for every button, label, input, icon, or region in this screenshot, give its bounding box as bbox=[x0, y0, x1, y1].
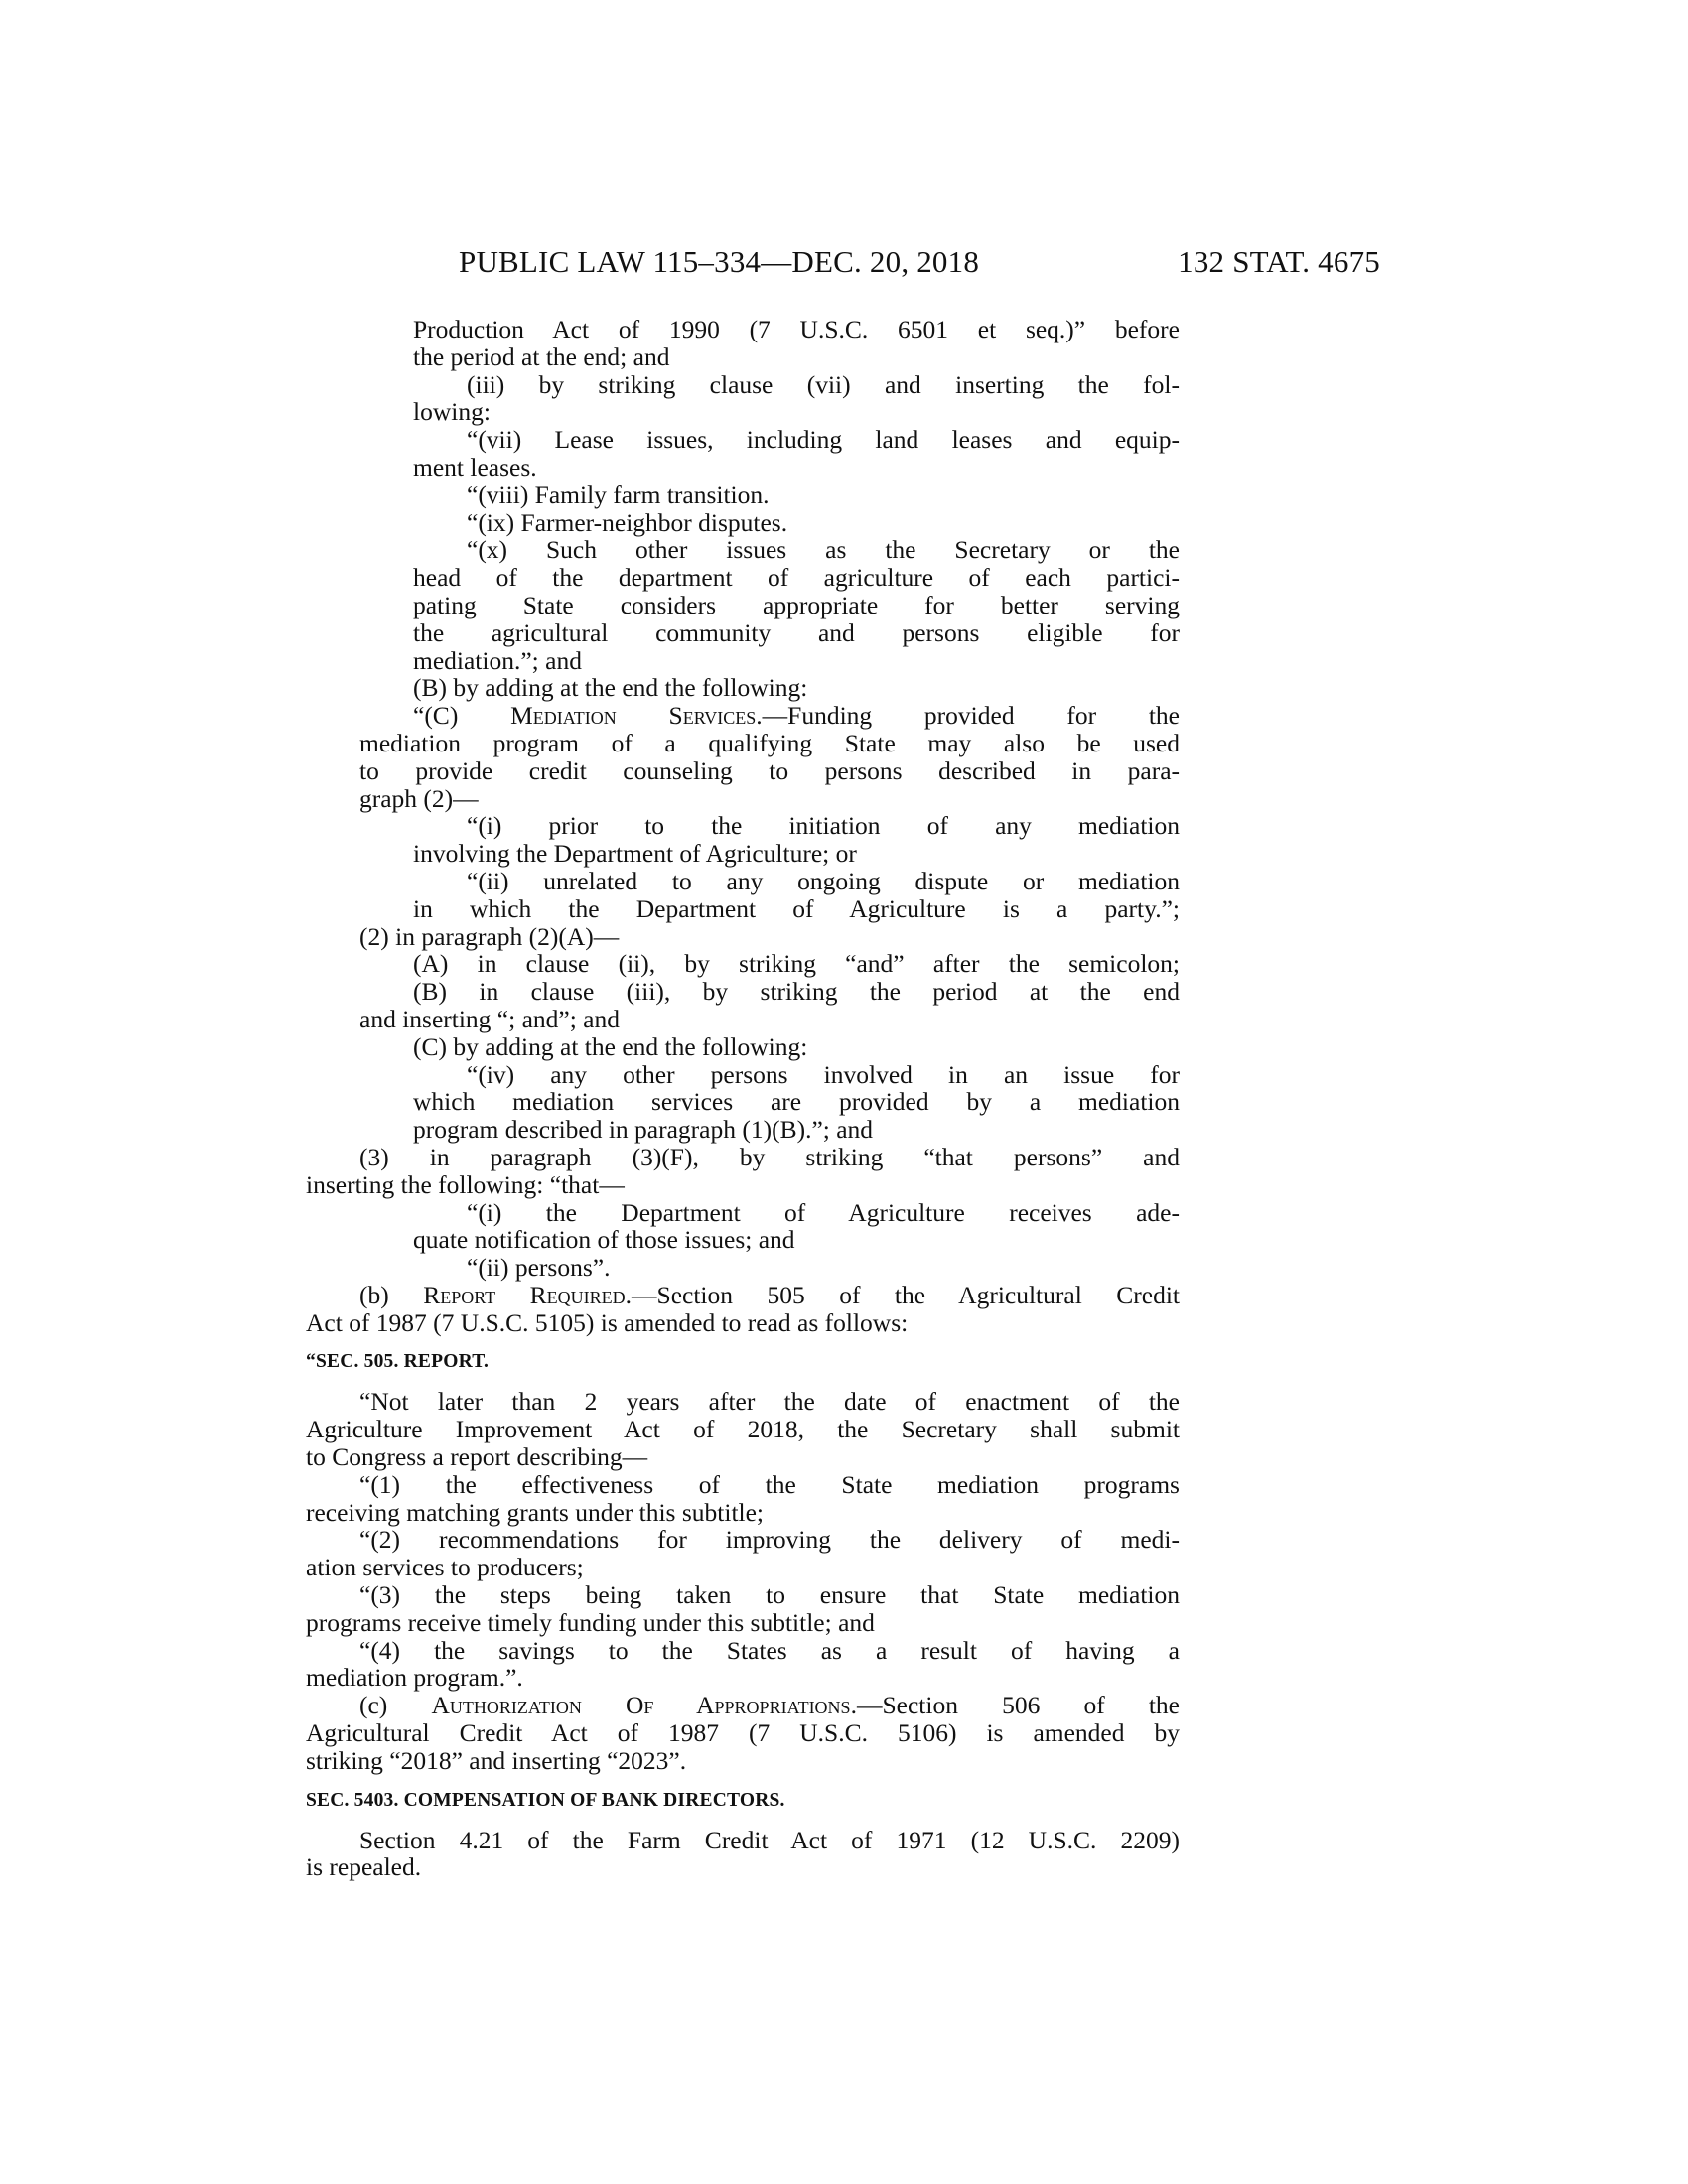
text-line: “(x) Such other issues as the Secretary or the bbox=[467, 535, 1180, 565]
text-line: “(4) the savings to the States as a result of having a bbox=[359, 1635, 1180, 1665]
statute-page-number: 132 STAT. 4675 bbox=[1178, 244, 1380, 279]
text-line: “(C) Mediation Services.—Funding provided for the bbox=[413, 701, 1180, 731]
text-line: mediation program of a qualifying State may also be used bbox=[359, 728, 1180, 757]
text-line: (c) Authorization Of Appropriations.—Section 506 of the bbox=[359, 1691, 1180, 1720]
text-line: mediation program.”. bbox=[306, 1663, 523, 1693]
text-line: (b) Report Required.—Section 505 of the Agricultural Credit bbox=[359, 1280, 1181, 1309]
text-line: Agricultural Credit Act of 1987 (7 U.S.C. 5106) is amended by bbox=[306, 1718, 1180, 1748]
text-line: the agricultural community and persons eligible for bbox=[413, 617, 1180, 647]
text-line: “(ii) unrelated to any ongoing dispute or mediation bbox=[467, 866, 1180, 895]
text-line: “(ix) Farmer-neighbor disputes. bbox=[467, 507, 788, 537]
text-line: head of the department of agriculture of each partici- bbox=[413, 563, 1180, 593]
text-line: (3) in paragraph (3)(F), by striking “that persons” and bbox=[359, 1142, 1180, 1171]
text-line: (C) by adding at the end the following: bbox=[413, 1031, 808, 1061]
text-line: the period at the end; and bbox=[413, 341, 670, 371]
text-line: Production Act of 1990 (7 U.S.C. 6501 et seq.)” before bbox=[413, 315, 1180, 343]
public-law-citation: PUBLIC LAW 115–334—DEC. 20, 2018 bbox=[459, 244, 980, 279]
text-line: lowing: bbox=[413, 397, 491, 427]
text-line: program described in paragraph (1)(B).”; and bbox=[413, 1115, 874, 1145]
text-line: inserting the following: “that— bbox=[306, 1169, 625, 1199]
section-heading: “SEC. 505. REPORT. bbox=[306, 1351, 490, 1373]
text-line: involving the Department of Agriculture; or bbox=[413, 839, 857, 869]
text-line: graph (2)— bbox=[359, 783, 479, 813]
statute-body-text bbox=[306, 315, 1181, 1882]
text-line: “(i) prior to the initiation of any mediation bbox=[467, 811, 1180, 841]
text-line: (B) in clause (iii), by striking the period at the end bbox=[413, 977, 1180, 1007]
text-line: which mediation services are provided by a mediation bbox=[413, 1087, 1180, 1117]
text-line: “(vii) Lease issues, including land leases and equip- bbox=[467, 425, 1180, 455]
text-line: ment leases. bbox=[413, 452, 537, 481]
text-line: “(i) the Department of Agriculture receives ade- bbox=[467, 1197, 1180, 1227]
text-line: mediation.”; and bbox=[413, 645, 582, 675]
text-line: (2) in paragraph (2)(A)— bbox=[359, 921, 620, 951]
text-line: to Congress a report describing— bbox=[306, 1442, 648, 1472]
text-line: Act of 1987 (7 U.S.C. 5105) is amended to read as follows: bbox=[306, 1307, 909, 1337]
text-line: “(2) recommendations for improving the delivery of medi- bbox=[359, 1525, 1180, 1555]
text-line: is repealed. bbox=[306, 1852, 422, 1882]
text-line: ation services to producers; bbox=[306, 1553, 584, 1582]
text-line: “Not later than 2 years after the date of enactment of the bbox=[359, 1387, 1180, 1417]
text-line: “(iv) any other persons involved in an issue for bbox=[467, 1059, 1180, 1089]
text-line: “(1) the effectiveness of the State mediation programs bbox=[359, 1469, 1180, 1499]
text-line: “(3) the steps being taken to ensure that State mediation bbox=[359, 1580, 1180, 1610]
text-line: “(ii) persons”. bbox=[467, 1253, 611, 1283]
text-line: (iii) by striking clause (vii) and inserting the fol- bbox=[467, 369, 1180, 399]
section-heading: SEC. 5403. COMPENSATION OF BANK DIRECTORS. bbox=[306, 1789, 785, 1811]
text-line: receiving matching grants under this subtitle; bbox=[306, 1497, 765, 1527]
text-line: “(viii) Family farm transition. bbox=[467, 479, 770, 509]
text-line: quate notification of those issues; and bbox=[413, 1225, 795, 1255]
page-header bbox=[459, 244, 1380, 284]
text-line: Agriculture Improvement Act of 2018, the Secretary shall submit bbox=[306, 1415, 1180, 1444]
text-line: striking “2018” and inserting “2023”. bbox=[306, 1745, 687, 1775]
text-line: (B) by adding at the end the following: bbox=[413, 673, 808, 703]
text-line: Section 4.21 of the Farm Credit Act of 1971 (12 U.S.C. 2209) bbox=[359, 1825, 1180, 1854]
text-line: programs receive timely funding under this subtitle; and bbox=[306, 1607, 875, 1637]
text-line: (A) in clause (ii), by striking “and” after the semicolon; bbox=[413, 949, 1180, 979]
text-line: to provide credit counseling to persons described in para- bbox=[359, 755, 1180, 785]
text-line: pating State considers appropriate for better serving bbox=[413, 590, 1180, 619]
text-line: in which the Department of Agriculture is a party.”; bbox=[413, 893, 1180, 923]
text-line: and inserting “; and”; and bbox=[359, 1004, 620, 1033]
